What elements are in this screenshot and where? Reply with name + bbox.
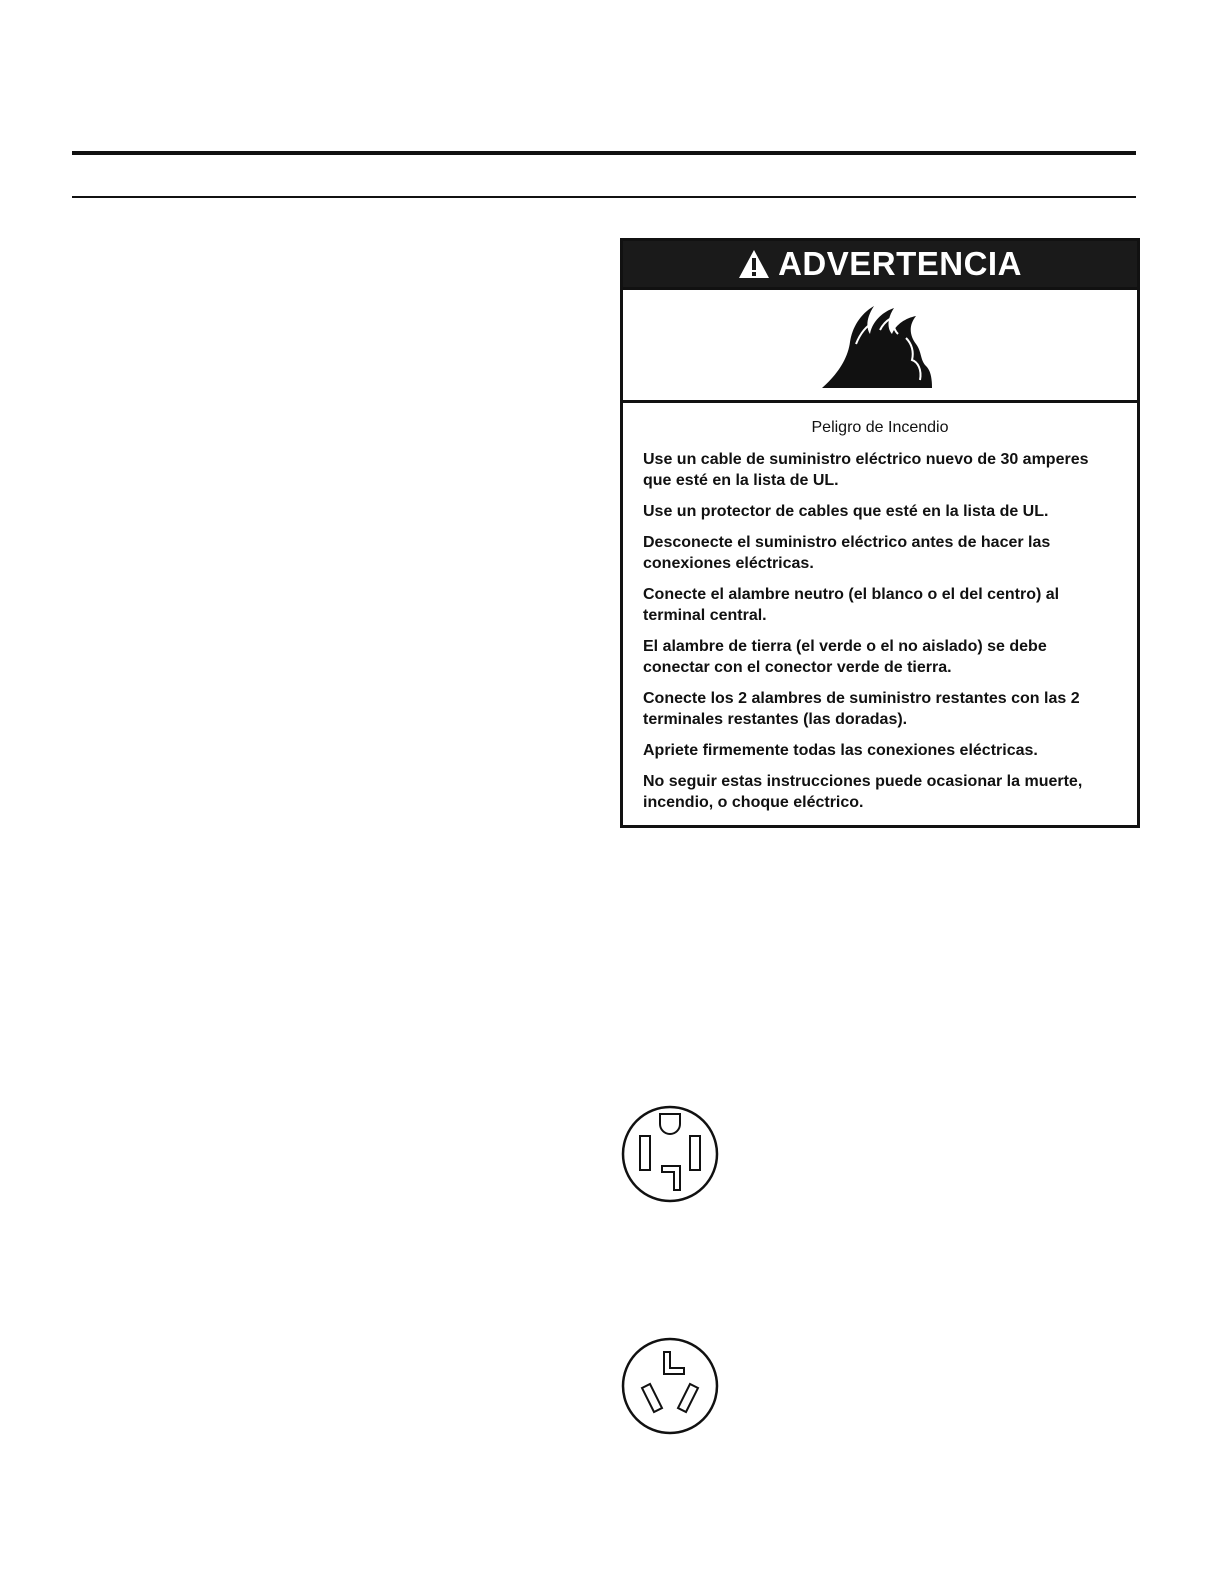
warning-line-3: Desconecte el suministro eléctrico antes de hacer las conexiones eléctricas. <box>643 534 1051 572</box>
three-prong-outlet-icon <box>620 1336 720 1436</box>
warning-line-4: Conecte el alambre neutro (el blanco o el del centro) al terminal central. <box>643 586 1060 624</box>
warning-line-1: Use un cable de suministro eléctrico nuevo de 30 amperes que esté en la lista de UL. <box>643 451 1089 489</box>
warning-header <box>623 241 1137 290</box>
header-rule-thick <box>72 151 1136 155</box>
warning-triangle-icon <box>738 249 770 279</box>
four-prong-outlet-icon <box>620 1104 720 1204</box>
warning-line-7: Apriete firmemente todas las conexiones eléctricas. <box>643 742 1038 759</box>
warning-body <box>623 403 1137 813</box>
header-rule-thin <box>72 196 1136 198</box>
warning-line-8: No seguir estas instrucciones puede ocasionar la muerte, incendio, o choque eléctrico. <box>643 773 1083 811</box>
hazard-title: Peligro de Incendio <box>811 419 949 436</box>
warning-title: ADVERTENCIA <box>778 245 1022 282</box>
warning-box <box>620 238 1140 828</box>
fire-graphic <box>623 290 1137 403</box>
warning-line-5: El alambre de tierra (el verde o el no aislado) se debe conectar con el conector verde de tierra. <box>643 638 1047 676</box>
warning-line-6: Conecte los 2 alambres de suministro restantes con las 2 terminales restantes (las doradas). <box>643 690 1080 728</box>
fire-icon <box>820 300 940 390</box>
warning-line-2: Use un protector de cables que esté en la lista de UL. <box>643 503 1049 520</box>
